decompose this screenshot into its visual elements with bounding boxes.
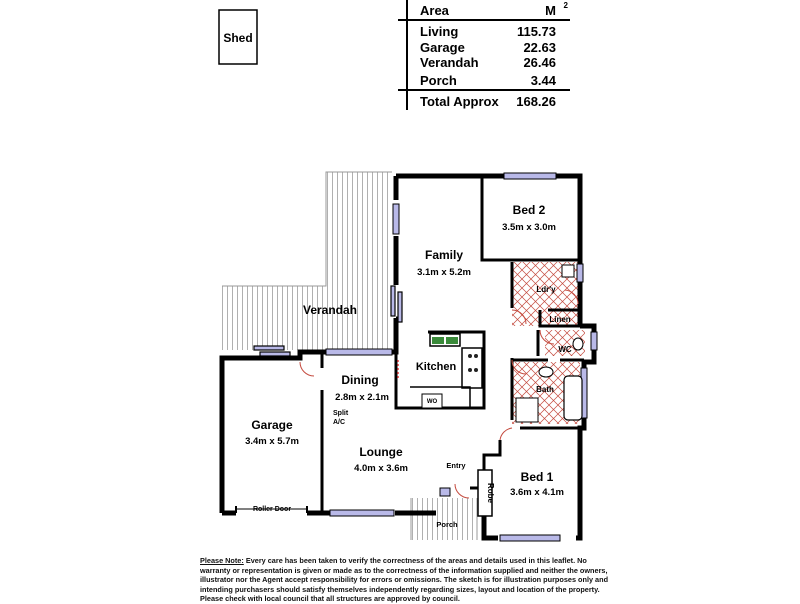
porch-deck bbox=[411, 498, 477, 540]
roller-door-label: Roller Door bbox=[252, 506, 292, 513]
laundry-label: Ldr'y bbox=[536, 285, 556, 294]
bed2-size: 3.5m x 3.0m bbox=[502, 222, 556, 233]
bath-label: Bath bbox=[536, 385, 554, 394]
garage-name: Garage bbox=[251, 418, 293, 432]
basin-icon bbox=[539, 367, 553, 377]
lounge-name: Lounge bbox=[359, 445, 403, 459]
area-row-living: Living 115.73 bbox=[420, 24, 556, 39]
split-ac-line1: Split bbox=[333, 410, 349, 417]
family-name: Family bbox=[424, 248, 464, 262]
note-title: Please Note: bbox=[200, 556, 244, 565]
laundry-tub bbox=[562, 265, 574, 277]
shower-base bbox=[516, 398, 538, 422]
verandah-deck bbox=[222, 172, 392, 350]
family-size: 3.1m x 5.2m bbox=[417, 267, 471, 278]
entry-label: Entry bbox=[446, 461, 466, 470]
dining-name: Dining bbox=[341, 373, 379, 387]
lounge-size: 4.0m x 3.6m bbox=[354, 463, 408, 474]
disclaimer-note bbox=[200, 556, 610, 604]
sink-icon bbox=[446, 337, 458, 344]
dining-size: 2.8m x 2.1m bbox=[335, 392, 389, 403]
area-row-garage: Garage 22.63 bbox=[420, 40, 556, 55]
area-header-label: Area bbox=[420, 3, 449, 18]
robe-label: Robe bbox=[486, 483, 495, 503]
verandah-label: Verandah bbox=[302, 303, 358, 317]
cooktop-icon bbox=[468, 354, 478, 372]
bathtub bbox=[564, 376, 582, 420]
bed1-name: Bed 1 bbox=[520, 470, 554, 484]
area-row-porch: Porch 3.44 bbox=[420, 73, 556, 88]
area-row-total: Total Approx 168.26 bbox=[420, 94, 556, 109]
note-text: Every care has been taken to verify the correctness of the areas and details used in this leaflet. No warranty or representation is given or made as to the correctness of the information supplied and neither the owners, illustrator nor the Agent accept responsibility for errors or omissions. The sketch is for illustration purposes only and intending purchasers should satisfy themselves independently regarding sizes, layout and location of the property. Please check with local council that all structures are approved by council. bbox=[200, 556, 609, 604]
bed1-size: 3.6m x 4.1m bbox=[510, 487, 564, 498]
shed-label: Shed bbox=[223, 31, 253, 45]
porch-label: Porch bbox=[436, 520, 458, 529]
linen-label: Linen bbox=[549, 315, 571, 324]
toilet-icon bbox=[573, 338, 583, 350]
sink-icon bbox=[432, 337, 444, 344]
kitchen-label: Kitchen bbox=[415, 361, 457, 373]
bed2-name: Bed 2 bbox=[512, 203, 546, 217]
garage-size: 3.4m x 5.7m bbox=[245, 436, 299, 447]
wo-label: WO bbox=[426, 399, 438, 405]
split-ac-line2: A/C bbox=[333, 419, 346, 426]
area-row-verandah: Verandah 26.46 bbox=[420, 55, 556, 70]
area-unit: M 2 bbox=[545, 1, 568, 18]
wc-label: WC bbox=[558, 345, 572, 354]
